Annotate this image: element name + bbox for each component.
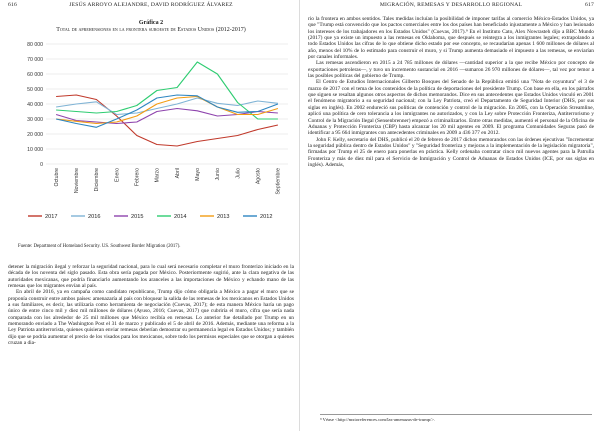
y-tick-label: 10 000 (27, 147, 43, 153)
y-tick-label: 80 000 (27, 42, 43, 48)
x-tick-label: Enero (114, 168, 121, 182)
figure-label: Gráfica 2 (138, 20, 164, 26)
legend-label: 2017 (45, 214, 58, 220)
page-number-right: 617 (585, 2, 594, 8)
figure-title: Total de aprehensiones en la frontera suroeste de Estados Unidos (2012-2017) (56, 27, 246, 33)
x-tick-label: Febrero (134, 168, 141, 187)
paragraph: John F. Kelly, secretario del DHS, publicó el 20 de febrero de 2017 dichos memorandos con las órdenes ejecutivas "Incrementar la seguridad pública dentro de Estados Unidos" y "Seguridad fronteriza y mejoras a la implementación de la legislación migratoria", firmadas por Trump el 25 de enero para ponerlas en práctica. Kelly ordenaba contratar cinco mil nuevos agentes para la Patrulla Fronteriza y más de diez mil para el Servicio de Inmigración y Control de Aduanas de Estados Unidos (ICE, por sus siglas en inglés). Además, (308, 136, 594, 168)
gutter (299, 0, 300, 431)
y-tick-label: 60 000 (27, 72, 43, 78)
y-tick-label: 0 (40, 162, 43, 168)
x-tick-label: Noviembre (74, 168, 81, 194)
y-tick-label: 50 000 (27, 87, 43, 93)
x-tick-label: Julio (235, 168, 242, 179)
paragraph: El Centro de Estudios Internacionales Gilberto Bosques del Senado de la República emitió una "Nota de coyuntura" el 3 de marzo de 2017 con el tema de los contenidos de la política de deportaciones del presidente Trump. Con base en ella, en los párrafos que siguen se resaltan algunos otros aspectos de dichos memorandos. Dice en sus antecedentes que Estados Unidos vinculó en 2001 el fenómeno migratorio a su seguridad nacional; con la Ley Patriota, creó el Departamento de Seguridad Interior (DHS, por sus siglas en inglés). En 2002 endureció sus políticas de contención y control de la migración. En 2005, con la Operación Streamline, aplicó una política de cero tolerancia a los inmigrantes no autorizados, y con la Ley sobre Protección Fronteriza, Antiterrorismo y Control de la Migración Ilegal (Sensenbrenner) empezó a criminalizarlos. Entre otras medidas, aumentó el personal de la Oficina de Aduanas y Protección Fronteriza (CBP) hasta alcanzar los 20 mil agentes en 2009. El programa Comunidades Seguras pasó de identificar a 95 664 inmigrantes con antecedentes criminales en 2009 a 436 377 en 2012. (308, 79, 594, 137)
legend-label: 2014 (174, 214, 187, 220)
running-head-title-right: MIGRACIÓN, REMESAS Y DESARROLLO REGIONAL (379, 2, 523, 8)
paragraph: En abril de 2016, ya en campaña como candidato republicano, Trump dijo cómo obligaría a México a pagar el muro que se proponía construir entre ambos países: amenazaría al país con bloquear la salida de las remesas de los mexicanos en Estados Unidos a sus familiares, es decir, las utilizaría como herramienta de negociación (Cuevas, 2017); de esta manera México haría un pago único de entre cinco mil y diez mil millones de dólares (Ayuso, 2016; Cuevas, 2017) que cubriría el muro, cifra que sería nada comparada con los alrededor de 25 mil millones que México recibía en remesas. Lo anterior fue detallado por Trump en un memorando enviado a The Washington Post el 31 de marzo y publicado el 5 de abril de 2016. Además, mediante una reforma a la Ley Patriota antiterrorista, quienes quisieran enviar remesas deberían demostrar su permanencia legal en Estados Unidos; y también dijo que se podría aumentar el precio de los visados para los mexicanos, sobre todo los permisos especiales que se otorgan a quienes cruzan a dia- (8, 289, 294, 347)
x-tick-label: Septiembre (275, 168, 282, 195)
y-tick-label: 30 000 (27, 117, 43, 123)
legend-label: 2012 (260, 214, 273, 220)
page-number-left: 616 (8, 2, 17, 8)
legend-label: 2015 (131, 214, 144, 220)
footnote: ⁹ Véase <http://mxtoreferences.com/las-amenazas-de-trump/>. (320, 414, 592, 423)
x-tick-label: Agosto (255, 167, 262, 185)
paragraph: detener la migración ilegal y reforzar la seguridad nacional, para lo cual será necesario completar el muro fronterizo iniciado en la década de los noventa del siglo pasado. Esta obra sería pagada por México. Posteriormente sugirió, ante la clara negativa de las autoridades mexicanas, que podría financiarlo aumentando los aranceles a las importaciones de México y echando mano de las remesas que los migrantes envían al país. (8, 264, 294, 290)
y-tick-label: 20 000 (27, 132, 43, 138)
paragraph: Las remesas ascendieron en 2015 a 24 785 millones de dólares —cantidad superior a la que recibe México por concepto de exportaciones petroleras—, y tuvo un incremento sustancial en 2016 —sumaron 26 970 millones de dólares—, tal vez por temor a las posibles políticas del gobierno de Trump. (308, 60, 594, 80)
x-tick-label: Mayo (195, 168, 202, 181)
x-tick-label: Junio (215, 168, 222, 181)
legend-label: 2013 (217, 214, 230, 220)
x-tick-label: Diciembre (94, 168, 101, 192)
y-tick-label: 70 000 (27, 57, 43, 63)
x-tick-label: Octubre (53, 168, 60, 187)
left-body-text (6, 264, 296, 346)
line-chart (6, 36, 296, 242)
right-page (306, 0, 596, 431)
figure-source: Fuente: Department of Homeland Security. US. Southwest Border Migration (2017). (18, 244, 181, 249)
x-tick-label: Abril (174, 168, 181, 179)
y-tick-label: 40 000 (27, 102, 43, 108)
paragraph: rio la frontera en ambos sentidos. Tales medidas incluían la posibilidad de imponer tarifas al comercio México-Estados Unidos, ya que "Trump está convencido que los pactos comerciales entre los dos países han beneficiado injustamente a México y han lesionado los intereses de los trabajadores en los Estados Unidos" (Cuevas, 2017).⁹ En el Instituto Cato, Alex Nowrasteh dijo a BBC Mundo (2017) que ya existe un impuesto a las remesas en Oklahoma, que después se reintegra a los inmigrantes legales; extrapolando a todo Estados Unidos las cifras de lo que obtiene dicho estado por ese concepto, se recaudarían apenas 1 600 millones de dólares al año, menos del 10% de lo estimado para construir el muro, y si Trump aumenta demasiado el impuesto a las remesas, se enviarían por canales informales. (308, 16, 594, 61)
running-head-left (6, 2, 296, 14)
left-page (6, 0, 296, 431)
series-line-2015 (56, 109, 278, 124)
legend-label: 2016 (88, 214, 101, 220)
figure-2 (6, 20, 296, 250)
running-head-title-left: JESÚS ARROYO ALEJANDRE, DAVID RODRÍGUEZ ÁLVAREZ (69, 2, 233, 8)
right-body-text (306, 16, 596, 168)
running-head-right (306, 2, 596, 14)
x-tick-label: Marzo (154, 168, 161, 183)
